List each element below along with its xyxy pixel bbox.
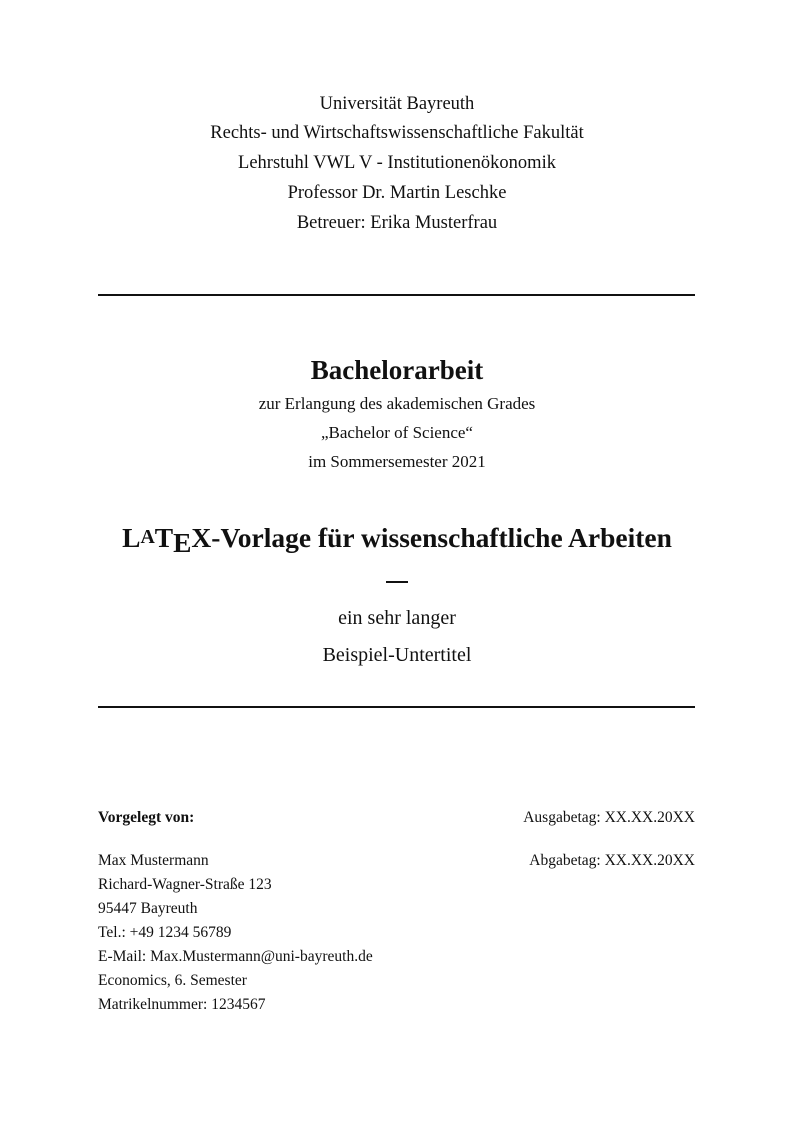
latex-logo [122,522,212,558]
title-text: -Vorlage für wissenschaftliche Arbeiten [211,522,672,553]
subtitle-line-1: ein sehr langer [338,607,456,629]
author-program: Economics, 6. Semester [98,972,247,989]
degree-name: „Bachelor of Science“ [321,423,473,442]
author-email: E-Mail: Max.Mustermann@uni-bayreuth.de [98,948,373,965]
logo-letter: T [154,522,174,553]
supervisor: Betreuer: Erika Musterfrau [296,213,498,233]
submission-date: Abgabetag: XX.XX.20XX [529,852,695,869]
title-dash [386,581,408,583]
university: Universität Bayreuth [319,94,475,114]
author-name: Max Mustermann [98,852,209,869]
degree-purpose: zur Erlangung des akademischen Grades [258,394,536,413]
logo-letter: E [173,526,192,558]
thesis-title [0,520,794,559]
issue-date: Ausgabetag: XX.XX.20XX [523,809,695,826]
chair: Lehrstuhl VWL V - Institutionenökonomik [238,153,556,173]
logo-letter: A [140,525,155,548]
top-rule [98,294,695,296]
logo-letter: L [122,522,141,553]
bottom-rule [98,706,695,708]
thesis-type: Bachelorarbeit [310,355,484,385]
author-phone: Tel.: +49 1234 56789 [98,924,232,941]
logo-letter: X [191,522,212,553]
subtitle-line-2: Beispiel-Untertitel [322,644,472,666]
author-matriculation: Matrikelnummer: 1234567 [98,996,266,1013]
author-city: 95447 Bayreuth [98,900,198,917]
author-label: Vorgelegt von: [98,809,195,826]
professor: Professor Dr. Martin Leschke [287,183,507,203]
faculty: Rechts- und Wirtschaftswissenschaftliche Fakultät [210,123,584,143]
semester: im Sommersemester 2021 [308,452,486,471]
author-street: Richard-Wagner-Straße 123 [98,876,272,893]
